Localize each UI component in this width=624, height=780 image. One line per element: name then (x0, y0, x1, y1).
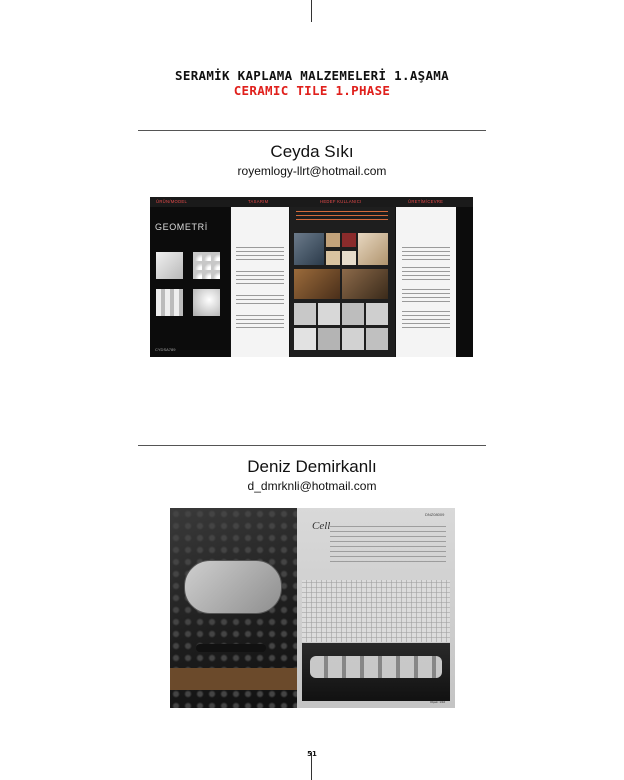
photo (342, 328, 364, 350)
photo (358, 233, 388, 265)
photo (326, 251, 340, 265)
designer-email: d_dmrknli@hotmail.com (247, 479, 377, 493)
vanity-counter (170, 668, 297, 690)
board-tab: ÜRETİM/CEVRE (408, 199, 444, 204)
scale-label: Ölçek: 1/10 (430, 700, 446, 704)
photo (318, 303, 340, 325)
tile-sample (193, 289, 220, 316)
product-title: GEOMETRİ (155, 222, 208, 232)
photo (294, 233, 324, 265)
text-block (402, 247, 450, 261)
designer-email: royemlogy-llrt@hotmail.com (237, 164, 387, 178)
tile-relief (310, 656, 442, 678)
tile-sample (193, 252, 220, 279)
product-title: Cell (312, 520, 331, 532)
tile-sample (156, 252, 183, 279)
photo (294, 303, 316, 325)
page-number: 51 (307, 750, 317, 758)
text-block (402, 311, 450, 329)
production-panel (396, 207, 456, 357)
divider (138, 130, 486, 131)
board-edge (456, 207, 473, 357)
text-block (402, 289, 450, 305)
page-title: SERAMİK KAPLAMA MALZEMELERİ 1.AŞAMA (175, 68, 449, 83)
presentation-board (170, 508, 455, 708)
top-center-line (311, 0, 312, 22)
page-subtitle: CERAMIC TILE 1.PHASE (233, 83, 391, 98)
photo (342, 251, 356, 265)
designer-name: Ceyda Sıkı (270, 142, 354, 161)
designer-name: Deniz Demirkanlı (247, 457, 377, 476)
photo (342, 233, 356, 247)
design-panel (231, 207, 289, 357)
board-tab: ÜRÜN/MODEL (156, 199, 188, 204)
tile-grid-lines (302, 580, 450, 642)
photo (366, 328, 388, 350)
text-block (236, 295, 284, 307)
text-block (236, 315, 284, 331)
description-text (330, 526, 446, 566)
text-block (402, 267, 450, 283)
text-block (236, 247, 284, 263)
photo (342, 303, 364, 325)
intro-text (296, 211, 388, 223)
photo (326, 233, 340, 247)
photo (294, 269, 340, 299)
mirror (184, 560, 282, 614)
sink (196, 644, 266, 652)
presentation-board (150, 197, 473, 357)
product-code: CYDSA789 (155, 347, 176, 352)
target-user-panel (290, 207, 395, 357)
divider (138, 445, 486, 446)
photo (342, 269, 388, 299)
photo (318, 328, 340, 350)
board-tab: HEDEF KULLANICI (320, 199, 362, 204)
product-code: DNZ08009 (425, 512, 445, 517)
photo (366, 303, 388, 325)
tile-sample (156, 289, 183, 316)
photo (294, 328, 316, 350)
text-block (236, 271, 284, 287)
board-tab: TASARIM (248, 199, 269, 204)
